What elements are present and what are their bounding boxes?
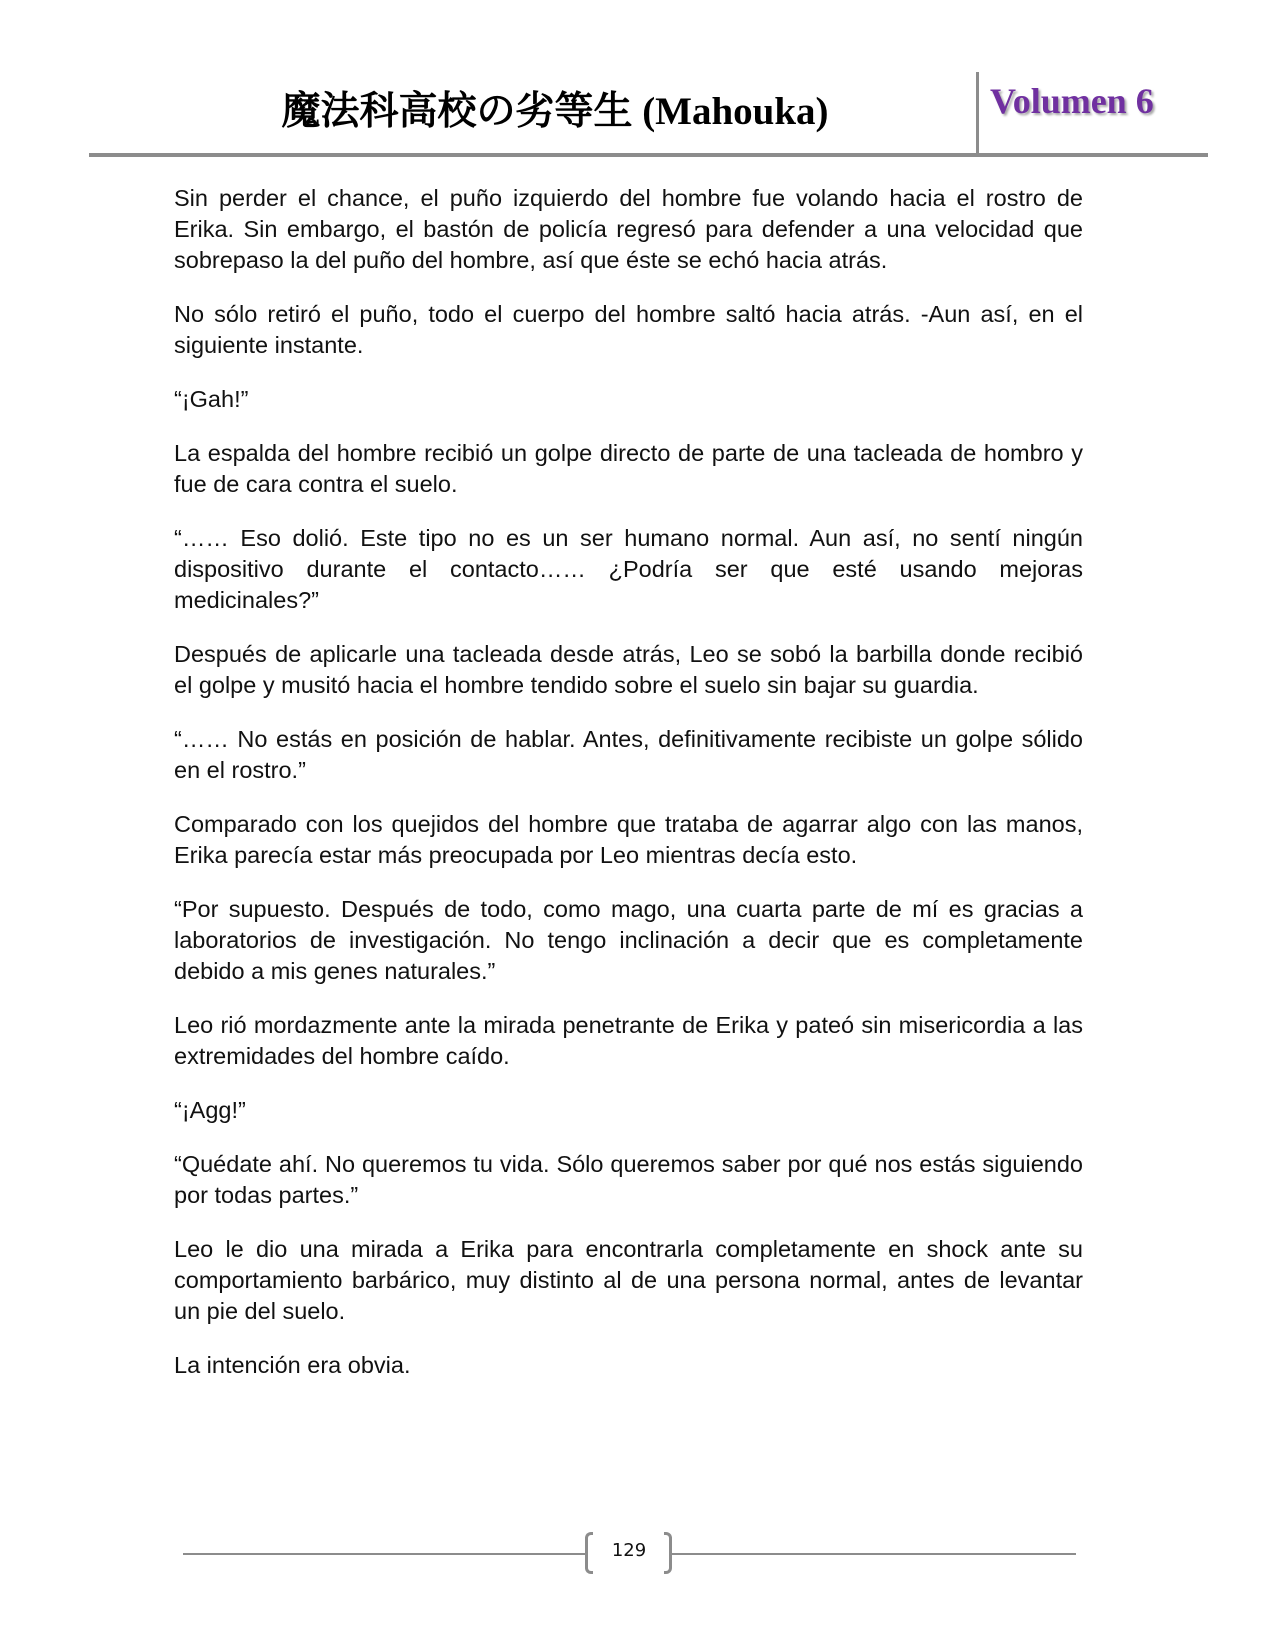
left-bracket-icon bbox=[585, 1532, 593, 1574]
volume-label: Volumen 6 bbox=[990, 81, 1154, 121]
paragraph: “Por supuesto. Después de todo, como mago, una cuarta parte de mí es gracias a laboratorios de investigación. No tengo inclinación a decir que es completamente debido a mis genes naturales.” bbox=[174, 896, 1083, 984]
paragraph: Sin perder el chance, el puño izquierdo del hombre fue volando hacia el rostro de Erika. Sin embargo, el bastón de policía regresó para defender a una velocidad que sobrepaso la del puño del hombre, así que éste se echó hacia atrás. bbox=[174, 185, 1083, 273]
paragraph: “Quédate ahí. No queremos tu vida. Sólo queremos saber por qué nos estás siguiendo por todas partes.” bbox=[174, 1151, 1083, 1208]
paragraph: “¡Gah!” bbox=[174, 386, 249, 412]
page-number: 129 bbox=[611, 1540, 647, 1561]
paragraph: La espalda del hombre recibió un golpe directo de parte de una tacleada de hombro y fue de cara contra el suelo. bbox=[174, 440, 1083, 497]
paragraph: Leo rió mordazmente ante la mirada penetrante de Erika y pateó sin misericordia a las extremidades del hombre caído. bbox=[174, 1012, 1083, 1069]
paragraph: No sólo retiró el puño, todo el cuerpo del hombre saltó hacia atrás. -Aun así, en el siguiente instante. bbox=[174, 301, 1083, 358]
footer-rule-left bbox=[183, 1553, 585, 1555]
paragraph: La intención era obvia. bbox=[174, 1352, 411, 1378]
header-title: 魔法科高校の劣等生 (Mahouka) bbox=[281, 90, 829, 133]
header-divider bbox=[976, 72, 979, 156]
right-bracket-icon bbox=[664, 1532, 672, 1574]
paragraph: Comparado con los quejidos del hombre que trataba de agarrar algo con las manos, Erika parecía estar más preocupada por Leo mientras decía esto. bbox=[174, 811, 1083, 868]
paragraph: “¡Agg!” bbox=[174, 1097, 246, 1123]
paragraph: Después de aplicarle una tacleada desde atrás, Leo se sobó la barbilla donde recibió el golpe y musitó hacia el hombre tendido sobre el suelo sin bajar su guardia. bbox=[174, 641, 1083, 698]
page-body bbox=[174, 183, 1083, 1404]
paragraph: “…… Eso dolió. Este tipo no es un ser humano normal. Aun así, no sentí ningún dispositivo durante el contacto…… ¿Podría ser que esté usando mejoras medicinales?” bbox=[174, 525, 1083, 613]
paragraph: “…… No estás en posición de hablar. Antes, definitivamente recibiste un golpe sólido en el rostro.” bbox=[174, 726, 1083, 783]
footer-rule-right bbox=[672, 1553, 1076, 1555]
paragraph: Leo le dio una mirada a Erika para encontrarla completamente en shock ante su comportamiento barbárico, muy distinto al de una persona normal, antes de levantar un pie del suelo. bbox=[174, 1236, 1083, 1324]
header-rule bbox=[89, 153, 1208, 157]
